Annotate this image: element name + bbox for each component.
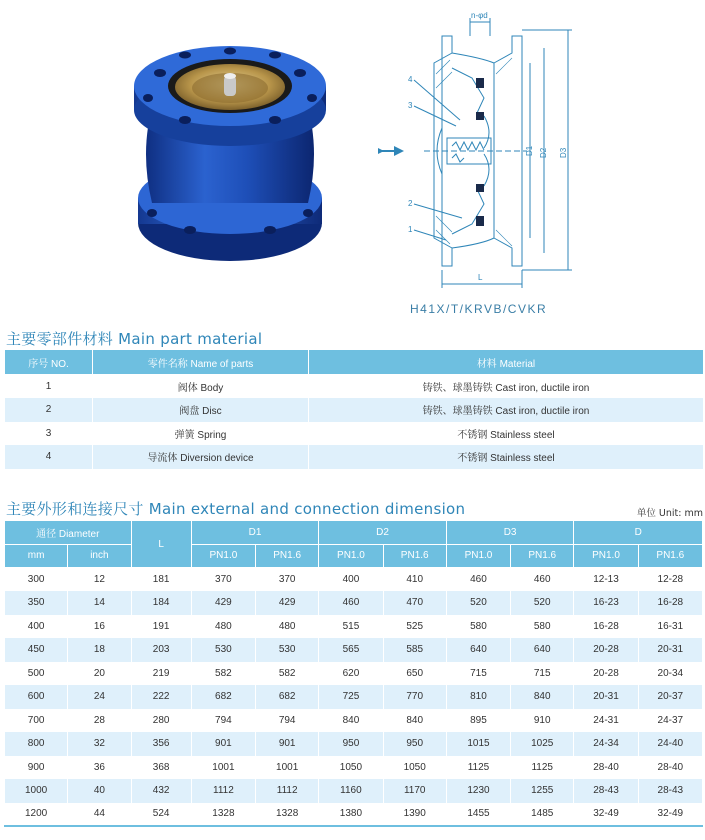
part-name: 导流体 Diversion device (93, 445, 309, 469)
header-pn16: PN1.6 (511, 544, 574, 568)
length-l-cell: 219 (131, 662, 191, 686)
d2-pn16-cell: 585 (383, 638, 446, 662)
dn-mm-cell: 600 (5, 685, 68, 709)
d-pn16-cell: 20-34 (638, 662, 702, 686)
dimension-table-body (5, 568, 703, 827)
d1-pn10-cell: 794 (191, 709, 255, 733)
valve-photo (130, 38, 330, 268)
bolt-hole-label: n-φd (471, 11, 488, 20)
table-row (5, 398, 704, 422)
header-pn10: PN1.0 (446, 544, 510, 568)
header-d1: D1 (191, 521, 319, 545)
d1-pn10-cell: 480 (191, 615, 255, 639)
d-pn16-cell: 12-28 (638, 568, 702, 592)
d3-pn10-cell: 1015 (446, 732, 510, 756)
table-row (5, 638, 703, 662)
d1-pn10-cell: 530 (191, 638, 255, 662)
dn-mm-cell: 350 (5, 591, 68, 615)
d1-pn16-cell: 1112 (256, 779, 319, 803)
dn-mm-cell: 900 (5, 756, 68, 780)
d2-pn10-cell: 460 (319, 591, 383, 615)
d3-pn16-cell: 580 (511, 615, 574, 639)
d2-pn10-cell: 1380 (319, 803, 383, 827)
d2-pn10-cell: 1050 (319, 756, 383, 780)
d3-pn16-cell: 1025 (511, 732, 574, 756)
d3-pn16-cell: 1485 (511, 803, 574, 827)
dn-mm-cell: 400 (5, 615, 68, 639)
d-pn10-cell: 16-23 (574, 591, 638, 615)
dn-mm-cell: 300 (5, 568, 68, 592)
header-length: L (131, 521, 191, 568)
header-pn16: PN1.6 (383, 544, 446, 568)
d2-pn10-cell: 840 (319, 709, 383, 733)
d1-pn16-cell: 1001 (256, 756, 319, 780)
d-pn10-cell: 12-13 (574, 568, 638, 592)
part-name: 阀盘 Disc (93, 398, 309, 422)
part-name: 阀体 Body (93, 375, 309, 399)
d2-pn16-cell: 840 (383, 709, 446, 733)
parts-table (4, 349, 704, 469)
header-diameter: 通径 Diameter (5, 521, 132, 545)
figure-area (0, 0, 705, 325)
part-material: 铸铁、球墨铸铁 Cast iron, ductile iron (309, 375, 704, 399)
d1-pn16-cell: 901 (256, 732, 319, 756)
table-row (5, 615, 703, 639)
d1-pn10-cell: 901 (191, 732, 255, 756)
dn-inch-cell: 24 (68, 685, 131, 709)
header-no: 序号 NO. (5, 350, 93, 375)
header-d: D (574, 521, 703, 545)
d3-pn10-cell: 1230 (446, 779, 510, 803)
d1-pn16-cell: 530 (256, 638, 319, 662)
d2-pn16-cell: 1170 (383, 779, 446, 803)
d2-pn10-cell: 725 (319, 685, 383, 709)
d1-pn10-cell: 1001 (191, 756, 255, 780)
part-number-4: 4 (408, 75, 413, 84)
d2-pn16-cell: 470 (383, 591, 446, 615)
d3-pn10-cell: 640 (446, 638, 510, 662)
d2-pn10-cell: 950 (319, 732, 383, 756)
table-row (5, 756, 703, 780)
dn-mm-cell: 700 (5, 709, 68, 733)
d1-pn16-cell: 794 (256, 709, 319, 733)
d3-pn10-cell: 580 (446, 615, 510, 639)
d2-pn10-cell: 565 (319, 638, 383, 662)
length-l-cell: 524 (131, 803, 191, 827)
d-pn16-cell: 20-37 (638, 685, 702, 709)
dn-inch-cell: 44 (68, 803, 131, 827)
d-pn16-cell: 28-40 (638, 756, 702, 780)
length-l-cell: 280 (131, 709, 191, 733)
dims-section-title: 主要外形和连接尺寸 Main external and connection dimension (6, 500, 466, 518)
d3-pn10-cell: 1455 (446, 803, 510, 827)
dn-mm-cell: 500 (5, 662, 68, 686)
model-caption: H41X/T/KRVB/CVKR (410, 302, 548, 316)
length-l-cell: 432 (131, 779, 191, 803)
dn-mm-cell: 450 (5, 638, 68, 662)
d-pn10-cell: 24-31 (574, 709, 638, 733)
d-pn16-cell: 24-37 (638, 709, 702, 733)
header-d3: D3 (446, 521, 574, 545)
dn-mm-cell: 1000 (5, 779, 68, 803)
table-row (5, 732, 703, 756)
part-name: 弹簧 Spring (93, 422, 309, 446)
d2-pn16-cell: 770 (383, 685, 446, 709)
d1-pn16-cell: 370 (256, 568, 319, 592)
d2-pn10-cell: 1160 (319, 779, 383, 803)
part-number-1: 1 (408, 225, 413, 234)
d1-pn10-cell: 1112 (191, 779, 255, 803)
dn-inch-cell: 40 (68, 779, 131, 803)
length-l-cell: 222 (131, 685, 191, 709)
table-row (5, 445, 704, 469)
part-no: 1 (5, 375, 93, 399)
d1-pn16-cell: 682 (256, 685, 319, 709)
table-row (5, 662, 703, 686)
d1-pn10-cell: 370 (191, 568, 255, 592)
table-row (5, 779, 703, 803)
table-row (5, 568, 703, 592)
part-material: 铸铁、球墨铸铁 Cast iron, ductile iron (309, 398, 704, 422)
d-pn16-cell: 24-40 (638, 732, 702, 756)
length-l-cell: 203 (131, 638, 191, 662)
d3-pn10-cell: 460 (446, 568, 510, 592)
header-pn10: PN1.0 (191, 544, 255, 568)
d3-pn16-cell: 1255 (511, 779, 574, 803)
d1-pn16-cell: 480 (256, 615, 319, 639)
d1-pn10-cell: 682 (191, 685, 255, 709)
header-inch: inch (68, 544, 131, 568)
table-row (5, 591, 703, 615)
header-material: 材料 Material (309, 350, 704, 375)
d-pn10-cell: 24-34 (574, 732, 638, 756)
d2-pn16-cell: 1390 (383, 803, 446, 827)
dn-inch-cell: 14 (68, 591, 131, 615)
part-number-3: 3 (408, 101, 413, 110)
d3-pn10-cell: 1125 (446, 756, 510, 780)
d2-pn16-cell: 1050 (383, 756, 446, 780)
d3-pn16-cell: 715 (511, 662, 574, 686)
header-mm: mm (5, 544, 68, 568)
dn-mm-cell: 1200 (5, 803, 68, 827)
header-part-name: 零件名称 Name of parts (93, 350, 309, 375)
d-pn16-cell: 32-49 (638, 803, 702, 827)
header-pn16: PN1.6 (256, 544, 319, 568)
d2-pn10-cell: 620 (319, 662, 383, 686)
part-no: 3 (5, 422, 93, 446)
dn-mm-cell: 800 (5, 732, 68, 756)
d-pn10-cell: 28-43 (574, 779, 638, 803)
part-no: 2 (5, 398, 93, 422)
length-label: L (478, 273, 483, 282)
d1-pn10-cell: 582 (191, 662, 255, 686)
header-pn16: PN1.6 (638, 544, 702, 568)
header-pn10: PN1.0 (574, 544, 638, 568)
d2-pn16-cell: 410 (383, 568, 446, 592)
d-pn16-cell: 28-43 (638, 779, 702, 803)
d1-pn10-cell: 429 (191, 591, 255, 615)
length-l-cell: 181 (131, 568, 191, 592)
d3-pn10-cell: 895 (446, 709, 510, 733)
unit-note: 单位 Unit: mm (636, 508, 703, 519)
d2-pn10-cell: 400 (319, 568, 383, 592)
length-l-cell: 356 (131, 732, 191, 756)
table-row (5, 685, 703, 709)
header-d2: D2 (319, 521, 447, 545)
dn-inch-cell: 20 (68, 662, 131, 686)
d1-pn16-cell: 582 (256, 662, 319, 686)
d3-pn16-cell: 1125 (511, 756, 574, 780)
d3-label: D3 (559, 147, 568, 158)
dn-inch-cell: 12 (68, 568, 131, 592)
d3-pn16-cell: 910 (511, 709, 574, 733)
d2-pn16-cell: 650 (383, 662, 446, 686)
table-row (5, 422, 704, 446)
d1-pn10-cell: 1328 (191, 803, 255, 827)
part-number-2: 2 (408, 199, 413, 208)
length-l-cell: 191 (131, 615, 191, 639)
d1-pn16-cell: 1328 (256, 803, 319, 827)
dn-inch-cell: 36 (68, 756, 131, 780)
part-material: 不锈钢 Stainless steel (309, 422, 704, 446)
header-pn10: PN1.0 (319, 544, 383, 568)
d3-pn16-cell: 640 (511, 638, 574, 662)
length-l-cell: 184 (131, 591, 191, 615)
d1-label: D1 (525, 145, 534, 156)
cross-section-drawing (372, 8, 592, 288)
d3-pn16-cell: 460 (511, 568, 574, 592)
d1-pn16-cell: 429 (256, 591, 319, 615)
length-l-cell: 368 (131, 756, 191, 780)
d2-pn16-cell: 950 (383, 732, 446, 756)
d3-pn10-cell: 810 (446, 685, 510, 709)
dn-inch-cell: 18 (68, 638, 131, 662)
d3-pn10-cell: 520 (446, 591, 510, 615)
d2-pn10-cell: 515 (319, 615, 383, 639)
d-pn10-cell: 20-31 (574, 685, 638, 709)
table-row (5, 803, 703, 827)
dn-inch-cell: 28 (68, 709, 131, 733)
d-pn10-cell: 16-28 (574, 615, 638, 639)
part-material: 不锈钢 Stainless steel (309, 445, 704, 469)
d2-pn16-cell: 525 (383, 615, 446, 639)
d-pn16-cell: 16-31 (638, 615, 702, 639)
table-row (5, 375, 704, 399)
d3-pn16-cell: 840 (511, 685, 574, 709)
dn-inch-cell: 32 (68, 732, 131, 756)
table-row (5, 709, 703, 733)
parts-section-title: 主要零部件材料 Main part material (6, 330, 263, 348)
d-pn10-cell: 20-28 (574, 662, 638, 686)
part-no: 4 (5, 445, 93, 469)
d-pn16-cell: 20-31 (638, 638, 702, 662)
d-pn10-cell: 32-49 (574, 803, 638, 827)
d-pn10-cell: 28-40 (574, 756, 638, 780)
dn-inch-cell: 16 (68, 615, 131, 639)
d3-pn16-cell: 520 (511, 591, 574, 615)
d-pn16-cell: 16-28 (638, 591, 702, 615)
d2-label: D2 (539, 147, 548, 158)
d3-pn10-cell: 715 (446, 662, 510, 686)
dimension-table (4, 520, 703, 827)
d-pn10-cell: 20-28 (574, 638, 638, 662)
